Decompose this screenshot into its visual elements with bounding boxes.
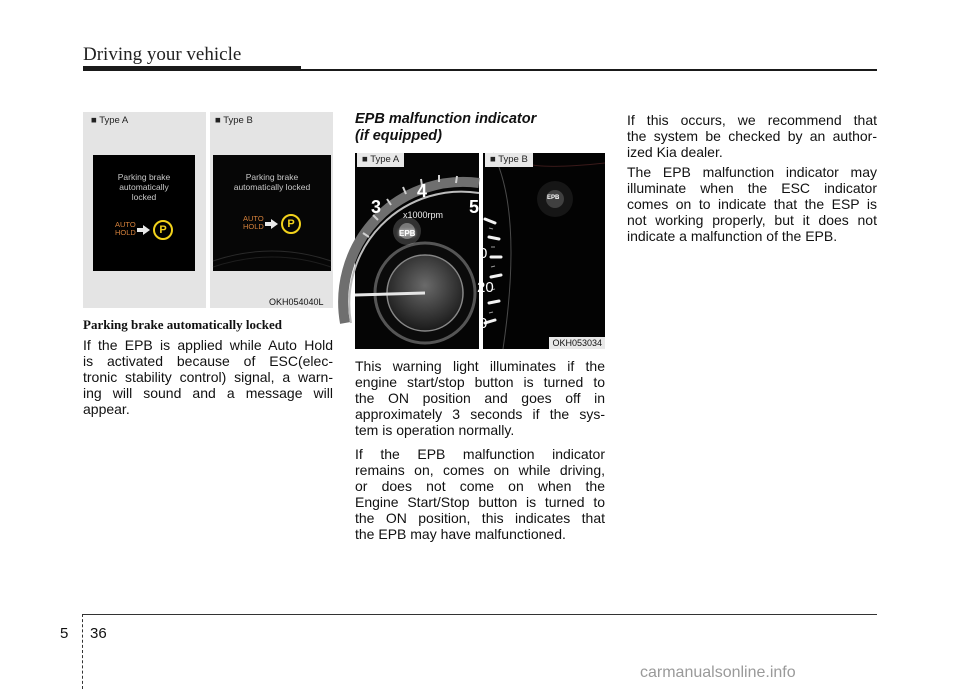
figure-parking-brake-message xyxy=(83,112,333,308)
subheading-parking-brake: Parking brake automatically locked xyxy=(83,317,282,332)
arrow-right-icon xyxy=(271,219,278,229)
type-b-tab: ■ Type B xyxy=(485,153,533,167)
text-line: or does not come on when the xyxy=(355,478,605,494)
hold-text-b: HOLD xyxy=(243,222,264,231)
figure-divider xyxy=(206,112,210,308)
dial-number-4: 4 xyxy=(417,181,428,201)
paragraph-malfunction xyxy=(355,446,605,542)
screen-a-line-1: Parking brake xyxy=(117,172,171,182)
auto-text-a: AUTO xyxy=(115,220,136,229)
section-title-line-2: (if equipped) xyxy=(355,128,442,144)
paragraph-recommend xyxy=(627,112,877,160)
figure-epb-type-b xyxy=(477,153,605,349)
speed-number-0-lower: 0 xyxy=(479,315,488,332)
dial-number-3: 3 xyxy=(371,197,382,217)
text-line: approximately 3 seconds if the sys- xyxy=(355,406,605,422)
parking-brake-icon: P xyxy=(153,220,173,240)
page-header-title: Driving your vehicle xyxy=(83,44,242,65)
paragraph-warning-light xyxy=(355,358,605,438)
text-line: engine start/stop button is turned to xyxy=(355,374,605,390)
type-b-label: ■ Type B xyxy=(215,115,253,126)
text-line: tronic stability control) signal, a warn- xyxy=(83,369,333,385)
watermark: carmanualsonline.info xyxy=(640,664,796,681)
section-number: 5 xyxy=(60,625,69,642)
text-line: The EPB malfunction indicator may xyxy=(627,164,877,180)
text-line: ized Kia dealer. xyxy=(627,144,723,160)
text-line: tem is operation normally. xyxy=(355,422,515,438)
dial-number-5: 5 xyxy=(469,197,480,217)
text-line: comes on to indicate that the ESP is xyxy=(627,196,877,212)
text-line: illuminate when the ESC indicator xyxy=(627,180,877,196)
text-line: remains on, comes on while driving, xyxy=(355,462,605,478)
text-line: If the EPB is applied while Auto Hold xyxy=(83,337,333,353)
parking-brake-icon: P xyxy=(281,214,301,234)
text-line: the EPB may have malfunctioned. xyxy=(355,526,566,542)
text-line: This warning light illuminates if the xyxy=(355,358,605,374)
epb-warning-icon: EPB xyxy=(399,229,416,238)
paragraph-esc-indicator xyxy=(627,164,877,244)
section-title-line-1: EPB malfunction indicator xyxy=(355,111,537,127)
figure-epb-type-a xyxy=(355,153,479,349)
auto-hold-label-a xyxy=(115,221,136,237)
text-line: the ON position, this indicates that xyxy=(355,510,605,526)
text-line: If the EPB malfunction indicator xyxy=(355,446,605,462)
speedometer-graphic xyxy=(483,153,605,349)
text-line: indicate a malfunction of the EPB. xyxy=(627,228,838,244)
section-title xyxy=(355,111,536,145)
hold-text-a: HOLD xyxy=(115,228,136,237)
paragraph-auto-hold xyxy=(83,337,333,417)
rpm-label: x1000rpm xyxy=(403,210,444,220)
screen-b-line-1: Parking brake xyxy=(245,172,299,182)
type-a-tab: ■ Type A xyxy=(357,153,404,167)
screen-b-line-2: automatically locked xyxy=(233,182,311,192)
text-line: If this occurs, we recommend that xyxy=(627,112,877,128)
text-line: the system be checked by an author- xyxy=(627,128,877,144)
text-line: is activated because of ESC(elec- xyxy=(83,353,333,369)
screen-a-line-3: locked xyxy=(131,192,157,202)
page-number: 36 xyxy=(90,625,107,642)
arrow-right-icon xyxy=(143,225,150,235)
type-a-label: ■ Type A xyxy=(91,115,129,126)
auto-text-b: AUTO xyxy=(243,214,264,223)
speed-number-0-upper: 0 xyxy=(479,245,488,262)
screen-a-line-2: automatically xyxy=(119,182,169,192)
auto-hold-label-b xyxy=(243,215,264,231)
header-rule-thin xyxy=(301,69,877,71)
screen-b-glow-lines xyxy=(213,231,331,271)
footer-divider xyxy=(82,614,83,689)
cluster-screen-type-b xyxy=(213,155,331,271)
header-rule-thick xyxy=(83,66,301,71)
figure-code: OKH054040L xyxy=(269,297,324,307)
text-line: not working properly, but it does not xyxy=(627,212,877,228)
cluster-screen-type-a xyxy=(93,155,195,271)
text-line: appear. xyxy=(83,401,130,417)
epb-warning-icon-b: EPB xyxy=(547,195,560,201)
figure-code: OKH053034 xyxy=(549,337,605,349)
text-line: Engine Start/Stop button is turned to xyxy=(355,494,605,510)
speed-number-20: 20 xyxy=(477,279,494,296)
text-line: ing will sound and a message will xyxy=(83,385,333,401)
text-line: the ON position and goes off in xyxy=(355,390,605,406)
footer-rule xyxy=(82,614,877,615)
